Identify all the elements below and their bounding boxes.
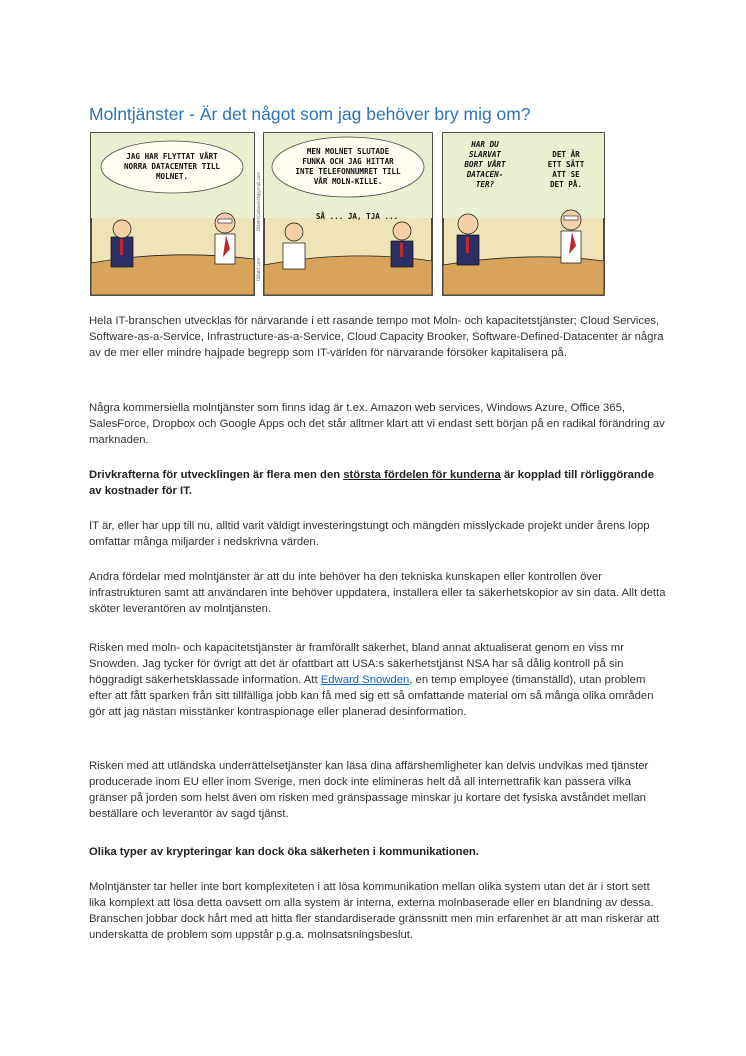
svg-text:SLARVAT: SLARVAT	[468, 150, 502, 159]
svg-text:FUNKA OCH JAG HITTAR: FUNKA OCH JAG HITTAR	[302, 157, 394, 166]
svg-text:JAG HAR FLYTTAT VÅRT: JAG HAR FLYTTAT VÅRT	[126, 152, 218, 161]
svg-text:ETT SÄTT: ETT SÄTT	[547, 160, 585, 169]
document-title: Molntjänster - Är det något som jag behöver bry mig om?	[89, 104, 531, 124]
svg-text:INTE TELEFONNUMRET TILL: INTE TELEFONNUMRET TILL	[295, 167, 401, 176]
paragraph-driving-forces: Drivkrafterna för utvecklingen är flera men den största fördelen för kunderna är kopplad till rörliggörande av kostnader för IT.	[89, 469, 654, 497]
svg-text:DET PÅ.: DET PÅ.	[549, 180, 583, 189]
comic-panel-3	[443, 133, 604, 295]
comic-credit-email: DilbertCartoonist@gmail.com	[256, 171, 261, 231]
svg-text:MEN MOLNET SLUTADE: MEN MOLNET SLUTADE	[306, 147, 390, 156]
paragraph-intro: Hela IT-branschen utvecklas för närvarande i ett rasande tempo mot Moln- och kapacitetstjänster; Cloud Services, Software-as-a-Service, Infrastructure-as-a-Service, Cloud Capacity Brooker, Software-Defined-Datacenter är några av de mer eller mindre hajpade begrepp som IT-världen för närvarande försöker kapitalisera på.	[89, 315, 664, 359]
comic-panel-1	[91, 133, 254, 295]
paragraph-encryption: Olika typer av krypteringar kan dock öka säkerheten i kommunikationen.	[89, 846, 479, 858]
paragraph-other-benefits: Andra fördelar med molntjänster är att du inte behöver ha den tekniska kunskapen eller kontrollen över infrastrukturen samt att användaren inte behöver uppdatera, installera eller ta säkerhetskopior av sin data. Allt detta sköter leverantören av molntjänsten.	[89, 571, 666, 615]
paragraph-security-risk: Risken med moln- och kapacitetstjänster är framförallt säkerhet, bland annat aktualiserat genom en viss mr Snowden. Jag tycker för övrigt att det är ofattbart att USA:s säkerhetstjänst NSA har så dålig kontroll på sin höggradigt säkerhetsklassade information. Att Edward Snowden, en temp employee (timanställd), utan problem efter att fått sparken från sitt tillfälliga jobb kan få med sig ett så omfattande material om så många olika områden gör att jag nästan misstänker kontraspionage eller planerad desinformation.	[89, 642, 654, 718]
paragraph-investment: IT är, eller har upp till nu, alltid varit väldigt investeringstungt och mängden misslyckade projekt under årens lopp omfattar många miljarder i nedskrivna värden.	[89, 520, 650, 548]
svg-text:ATT SE: ATT SE	[552, 170, 580, 179]
svg-text:DET ÄR: DET ÄR	[552, 150, 580, 159]
comic-credit-dilbert: Dilbert.com	[256, 257, 261, 281]
svg-text:SÅ ... JA, TJA ...: SÅ ... JA, TJA ...	[315, 212, 399, 221]
underlined-phrase: största fördelen för kunderna	[343, 469, 501, 481]
svg-text:MOLNET.: MOLNET.	[155, 172, 189, 181]
svg-text:VÅR MOLN-KILLE.: VÅR MOLN-KILLE.	[313, 177, 383, 186]
svg-text:TER?: TER?	[475, 180, 495, 189]
comic-panel-2	[264, 133, 432, 295]
svg-text:BORT VÅRT: BORT VÅRT	[464, 160, 506, 169]
svg-text:DATACEN-: DATACEN-	[466, 170, 504, 179]
svg-text:HAR DU: HAR DU	[471, 140, 499, 149]
dilbert-comic-strip	[89, 131, 606, 297]
paragraph-foreign-intelligence: Risken med att utländska underrättelsetjänster kan läsa dina affärshemligheter kan delvis undvikas med tjänster producerade inom EU eller inom Sverige, men dock inte elimineras helt då all internettrafik kan passera vilka gränser på jorden som helst även om risken med gränspassage minskar ju kortare det fysiska avståndet mellan beställare och leverantör av sagd tjänst.	[89, 760, 649, 820]
paragraph-complexity: Molntjänster tar heller inte bort komplexiteten i att lösa kommunikation mellan olika system utan det är i stort sett lika komplext att lösa detta oavsett om alla system är interna, externa molnbaserade eller en blandning av dessa. Branschen jobbar dock hårt med att hitta fler standardiserade gränssnitt men min erfarenhet är att man riskerar att underskatta de problem som uppstår p.g.a. molnsatsningsbeslut.	[89, 881, 660, 941]
svg-text:NORRA DATACENTER TILL: NORRA DATACENTER TILL	[123, 162, 221, 171]
edward-snowden-link[interactable]: Edward Snowden	[320, 674, 410, 686]
paragraph-commercial-services: Några kommersiella molntjänster som finns idag är t.ex. Amazon web services, Windows Azure, Office 365, SalesForce, Dropbox och Google Apps och det står alltmer klart att vi endast sett början på en radikal förändring av marknaden.	[89, 402, 665, 446]
